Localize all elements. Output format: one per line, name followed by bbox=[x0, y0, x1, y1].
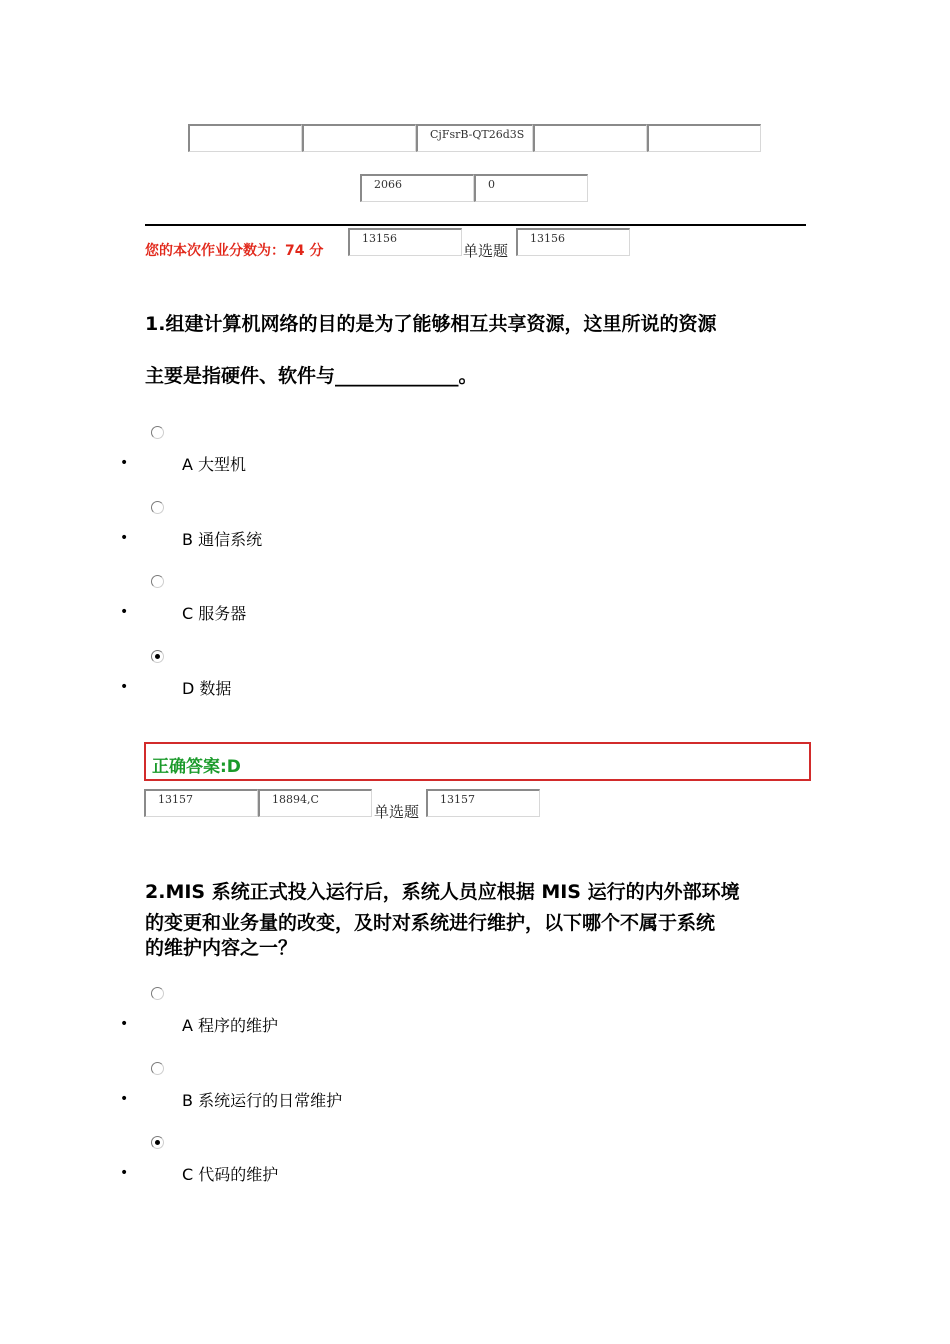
correct-answer-box bbox=[144, 742, 811, 781]
bullet-icon: • bbox=[120, 455, 129, 471]
question-2-option-a-radio[interactable] bbox=[151, 987, 164, 1000]
question-2-title bbox=[145, 873, 805, 961]
question-1-line-1: 1.组建计算机网络的目的是为了能够相互共享资源，这里所说的资源 bbox=[145, 313, 717, 335]
question-1-answer-field[interactable]: 18894,C bbox=[258, 789, 372, 817]
bullet-icon: • bbox=[120, 604, 129, 620]
question-2-line-3: 的维护内容之一？ bbox=[145, 937, 298, 959]
question-1-option-a-label[interactable]: A 大型机 bbox=[182, 455, 247, 474]
question-2-option-c-radio[interactable] bbox=[151, 1136, 164, 1149]
question-1-option-d-label[interactable]: D 数据 bbox=[182, 679, 232, 698]
hidden-field-4[interactable] bbox=[533, 124, 647, 152]
question-1-id-field[interactable]: 13157 bbox=[144, 789, 258, 817]
question-1-line-2: 主要是指硬件、软件与_____________。 bbox=[145, 365, 478, 387]
score-id-field-2[interactable]: 13156 bbox=[516, 228, 630, 256]
question-2-line-2: 的变更和业务量的改变，及时对系统进行维护，以下哪个不属于系统 bbox=[145, 912, 716, 934]
session-code-field[interactable]: CjFsrB-QT26d3S bbox=[416, 124, 533, 152]
hidden-field-5[interactable] bbox=[647, 124, 761, 152]
question-1-option-c-label[interactable]: C 服务器 bbox=[182, 604, 247, 623]
correct-answer-text: 正确答案:D bbox=[152, 757, 241, 777]
question-1-option-b-label[interactable]: B 通信系统 bbox=[182, 530, 263, 549]
question-2-option-b-label[interactable]: B 系统运行的日常维护 bbox=[182, 1091, 343, 1110]
question-1-option-a-radio[interactable] bbox=[151, 426, 164, 439]
count-field[interactable]: 2066 bbox=[360, 174, 474, 202]
question-1-option-b-radio[interactable] bbox=[151, 501, 164, 514]
score-id-field-1[interactable]: 13156 bbox=[348, 228, 462, 256]
score-label: 您的本次作业分数为：74 分 bbox=[145, 243, 324, 259]
question-2-option-c-label[interactable]: C 代码的维护 bbox=[182, 1165, 279, 1184]
question-2-line-1: 2.MIS 系统正式投入运行后，系统人员应根据 MIS 运行的内外部环境 bbox=[145, 881, 740, 903]
question-1-title bbox=[145, 298, 805, 402]
question-type-label: 单选题 bbox=[463, 242, 509, 260]
bullet-icon: • bbox=[120, 1165, 129, 1181]
hidden-field-1[interactable] bbox=[188, 124, 302, 152]
question-type-label-2: 单选题 bbox=[374, 803, 420, 821]
question-1-option-c-radio[interactable] bbox=[151, 575, 164, 588]
bullet-icon: • bbox=[120, 1091, 129, 1107]
hidden-field-2[interactable] bbox=[302, 124, 416, 152]
zero-field[interactable]: 0 bbox=[474, 174, 588, 202]
divider bbox=[145, 224, 806, 226]
bullet-icon: • bbox=[120, 679, 129, 695]
question-1-option-d-radio[interactable] bbox=[151, 650, 164, 663]
question-2-option-a-label[interactable]: A 程序的维护 bbox=[182, 1016, 279, 1035]
bullet-icon: • bbox=[120, 530, 129, 546]
question-2-id-field[interactable]: 13157 bbox=[426, 789, 540, 817]
bullet-icon: • bbox=[120, 1016, 129, 1032]
question-2-option-b-radio[interactable] bbox=[151, 1062, 164, 1075]
